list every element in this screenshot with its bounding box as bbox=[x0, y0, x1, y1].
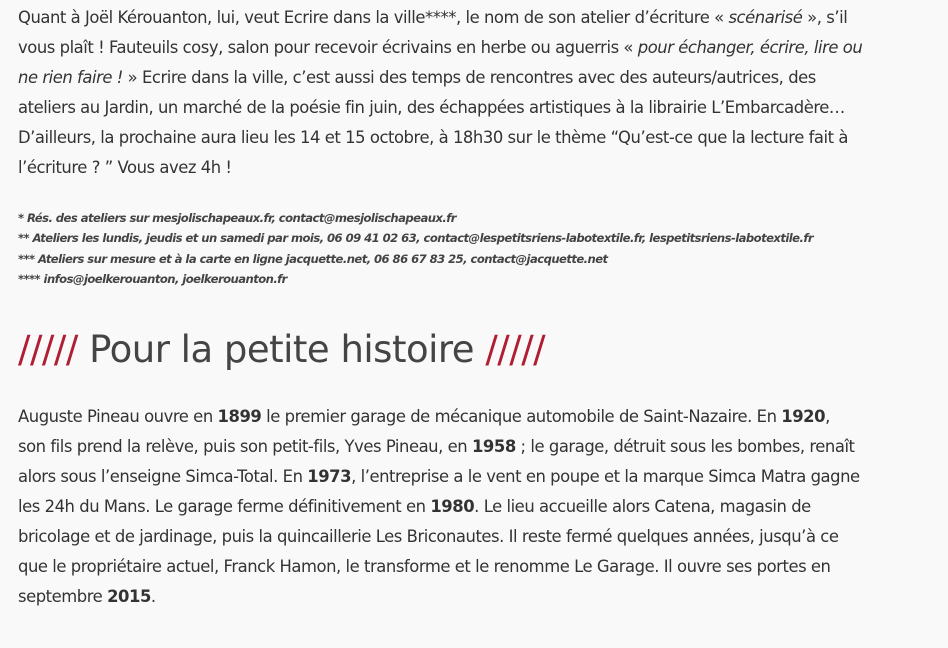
year-highlight: 1899 bbox=[217, 407, 262, 426]
emphasis-text: pour échanger, écrire, lire ou bbox=[637, 38, 863, 57]
year-highlight: 1973 bbox=[307, 467, 352, 486]
text-run: . bbox=[150, 587, 156, 606]
footnote-3: *** Ateliers sur mesure et à la carte en ligne jacquette.net, 06 86 67 83 25, contact@jacquette.net bbox=[18, 251, 608, 266]
text-run: les 24h du Mans. Le garage ferme définitivement en bbox=[18, 497, 431, 516]
text-run: septembre bbox=[18, 587, 108, 606]
text-run: Auguste Pineau ouvre en bbox=[18, 407, 218, 426]
paragraph-history bbox=[18, 402, 938, 612]
text-line bbox=[18, 462, 938, 492]
emphasis-text: scénarisé bbox=[728, 8, 803, 27]
year-highlight: 1980 bbox=[430, 497, 475, 516]
footnote-1: * Rés. des ateliers sur mesjolischapeaux.fr, contact@mesjolischapeaux.fr bbox=[18, 211, 456, 225]
text-line bbox=[18, 582, 938, 612]
text-line: ateliers au Jardin, un marché de la poésie fin juin, des échappées artistiques à la librairie L’Embarcadère… bbox=[18, 98, 845, 117]
text-line: D’ailleurs, la prochaine aura lieu les 14 et 15 octobre, à 18h30 sur le thème “Qu’est-ce que la lecture fait à bbox=[18, 128, 848, 147]
footnotes bbox=[18, 208, 938, 289]
text-run: . Le lieu accueille alors Catena, magasin de bbox=[474, 497, 811, 516]
text-run: Quant à Joël Kérouanton, lui, veut Ecrire dans la ville****, le nom de son atelier d’écriture « bbox=[18, 8, 729, 27]
text-line: l’écriture ? ” Vous avez 4h ! bbox=[18, 158, 232, 177]
text-run: le premier garage de mécanique automobile de Saint-Nazaire. En bbox=[261, 407, 782, 426]
text-line bbox=[18, 63, 938, 93]
heading-title: Pour la petite histoire bbox=[89, 328, 475, 371]
text-run: , bbox=[825, 407, 830, 426]
year-highlight: 2015 bbox=[107, 587, 151, 606]
emphasis-text: ne rien faire ! bbox=[18, 68, 123, 87]
text-line: bricolage et de jardinage, puis la quincaillerie Les Briconautes. Il reste fermé quelques années, jusqu’à ce bbox=[18, 527, 839, 546]
year-highlight: 1920 bbox=[781, 407, 826, 426]
section-heading bbox=[18, 320, 545, 380]
text-run: vous plaît ! Fauteuils cosy, salon pour recevoir écrivains en herbe ou aguerris « bbox=[18, 38, 638, 57]
heading-slashes-left: ///// bbox=[18, 328, 78, 371]
text-line: que le propriétaire actuel, Franck Hamon, le transforme et le renomme Le Garage. Il ouvre ses portes en bbox=[18, 557, 831, 576]
text-line bbox=[18, 3, 938, 33]
footnote-2: ** Ateliers les lundis, jeudis et un samedi par mois, 06 09 41 02 63, contact@lespetitsriens-labotextile.fr, lespetitsriens-labotextile.fr bbox=[18, 231, 813, 246]
text-run: alors sous l’enseigne Simca-Total. En bbox=[18, 467, 308, 486]
text-line bbox=[18, 402, 938, 432]
text-run: son fils prend la relève, puis son petit-fils, Yves Pineau, en bbox=[18, 437, 472, 456]
text-run: », s’il bbox=[802, 8, 848, 27]
text-run: ; le garage, détruit sous les bombes, renaît bbox=[515, 437, 855, 456]
text-line bbox=[18, 33, 938, 63]
text-line bbox=[18, 432, 938, 462]
text-line bbox=[18, 492, 938, 522]
heading-slashes-right: ///// bbox=[485, 328, 546, 371]
year-highlight: 1958 bbox=[471, 437, 516, 456]
text-run: , l’entreprise a le vent en poupe et la marque Simca Matra gagne bbox=[351, 467, 860, 486]
footnote-4: **** infos@joelkerouanton, joelkerouanton.fr bbox=[18, 271, 287, 286]
paragraph-ecrire-dans-la-ville bbox=[18, 3, 938, 183]
text-run: » Ecrire dans la ville, c’est aussi des temps de rencontres avec des auteurs/autrices, des bbox=[122, 68, 816, 87]
